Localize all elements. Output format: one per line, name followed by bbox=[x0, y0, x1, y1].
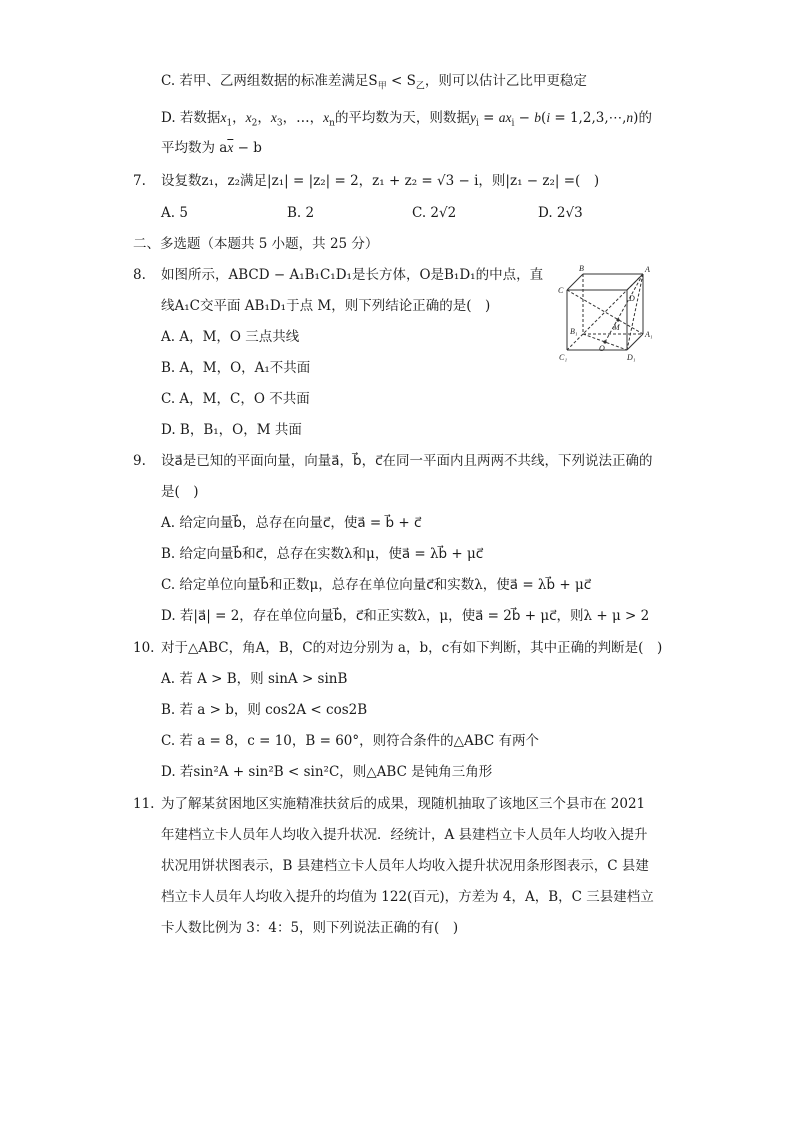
q7-stem: 设复数z₁，z₂满足|z₁| = |z₂| = 2，z₁ + z₂ = √3 − i，则|z₁ − z₂| =( ) bbox=[161, 173, 600, 189]
line-AD1 bbox=[627, 274, 643, 350]
point-M bbox=[616, 318, 619, 321]
q7-option-d: D. 2√3 bbox=[538, 205, 583, 221]
q9-option-b: B. 给定向量b⃗和c⃗，总存在实数λ和μ，使a⃗ = λb⃗ + μc⃗ bbox=[161, 546, 484, 562]
q7-option-a: A. 5 bbox=[161, 205, 188, 221]
edge-B1C1 bbox=[567, 334, 583, 350]
label-C: C bbox=[558, 286, 564, 295]
line-AO bbox=[605, 274, 643, 342]
cuboid-figure bbox=[555, 262, 665, 366]
label-B1: B₁ bbox=[570, 327, 578, 336]
q6-option-d: D. 若数据$x_1$，$x_2$，$x_3$，…，$x_n$的平均数为天，则数据$y_i = ax_i - b(i$ = 1,2,3,⋯,n)的 bbox=[161, 110, 652, 129]
q9-option-d: D. 若|a⃗| = 2，存在单位向量b⃗，c⃗和正实数λ，μ，使a⃗ = 2b⃗ + μc⃗，则λ + μ > 2 bbox=[161, 608, 650, 624]
q9-stem-line1: 设a⃗是已知的平面向量，向量a⃗，b⃗，c⃗在同一平面内且两两不共线，下列说法正确的 bbox=[161, 453, 653, 469]
q10-option-c: C. 若 a = 8，c = 10，B = 60°，则符合条件的△ABC 有两个 bbox=[161, 733, 540, 749]
q8-option-c: C. A，M，C，O 不共面 bbox=[161, 391, 310, 407]
label-O: O bbox=[599, 344, 605, 353]
q10-option-d: D. 若sin²A + sin²B < sin²C，则△ABC 是钝角三角形 bbox=[161, 764, 493, 780]
q10-stem: 对于△ABC，角A，B，C的对边分别为 a，b，c有如下判断，其中正确的判断是( ) bbox=[161, 640, 663, 656]
q9-stem-line2: 是( ) bbox=[161, 484, 199, 500]
q11-number: 11. bbox=[133, 796, 155, 812]
q10-option-b: B. 若 a > b，则 cos2A < cos2B bbox=[161, 702, 368, 718]
q8-option-d: D. B，B₁，O，M 共面 bbox=[161, 422, 302, 438]
label-D: D bbox=[629, 294, 635, 303]
edge-BC bbox=[567, 274, 583, 290]
q10-number: 10. bbox=[133, 640, 155, 656]
q7-option-b: B. 2 bbox=[287, 205, 315, 221]
q8-number: 8. bbox=[133, 267, 146, 283]
cuboid-diagram bbox=[555, 262, 665, 366]
q10-option-a: A. 若 A > B，则 sinA > sinB bbox=[161, 671, 348, 687]
q8-option-b: B. A，M，O，A₁不共面 bbox=[161, 360, 311, 376]
label-M: M bbox=[613, 323, 620, 332]
label-A1: A₁ bbox=[645, 330, 653, 339]
label-B: B bbox=[579, 264, 584, 273]
q9-option-a: A. 给定向量b⃗，总存在向量c⃗，使a⃗ = b⃗ + c⃗ bbox=[161, 515, 422, 531]
section-heading-multiple-choice: 二、多选题（本题共 5 小题，共 25 分） bbox=[133, 236, 379, 252]
edge-A1D1 bbox=[627, 334, 643, 350]
q11-stem-line2: 年建档立卡人员年人均收入提升状况．经统计，A 县建档立卡人员年人均收入提升 bbox=[161, 827, 648, 843]
q9-option-c: C. 给定单位向量b⃗和正数μ，总存在单位向量c⃗和实数λ，使a⃗ = λb⃗ + μc⃗ bbox=[161, 577, 592, 593]
q8-option-a: A. A，M，O 三点共线 bbox=[161, 329, 300, 345]
q7-number: 7. bbox=[133, 173, 146, 189]
q8-stem-line1: 如图所示，ABCD − A₁B₁C₁D₁是长方体，O是B₁D₁的中点，直 bbox=[161, 267, 544, 283]
q6-option-d-cont: 平均数为 $a\overline{x} - b$ bbox=[161, 140, 262, 156]
q11-stem-line5: 卡人数比例为 3：4：5，则下列说法正确的有( ) bbox=[161, 920, 459, 936]
q7-option-c: C. 2√2 bbox=[412, 205, 457, 221]
q11-stem-line4: 档立卡人员年人均收入提升的均值为 122(百元)，方差为 4，A，B，C 三县建档立 bbox=[161, 889, 654, 905]
q11-stem-line3: 状况用饼状图表示，B 县建档立卡人员年人均收入提升状况用条形图表示，C 县建 bbox=[161, 858, 649, 874]
q6-option-c: C. 若甲、乙两组数据的标准差满足$S_甲 < S_乙$，则可以估计乙比甲更稳定 bbox=[161, 73, 587, 92]
label-C1: C₁ bbox=[559, 353, 568, 362]
q11-stem-line1: 为了解某贫困地区实施精准扶贫后的成果，现随机抽取了该地区三个县市在 2021 bbox=[161, 796, 646, 812]
label-A: A bbox=[645, 265, 650, 274]
q9-number: 9. bbox=[133, 453, 146, 469]
label-D1: D₁ bbox=[627, 353, 636, 362]
q8-stem-line2: 线A₁C交平面 AB₁D₁于点 M，则下列结论正确的是( ) bbox=[161, 298, 491, 314]
